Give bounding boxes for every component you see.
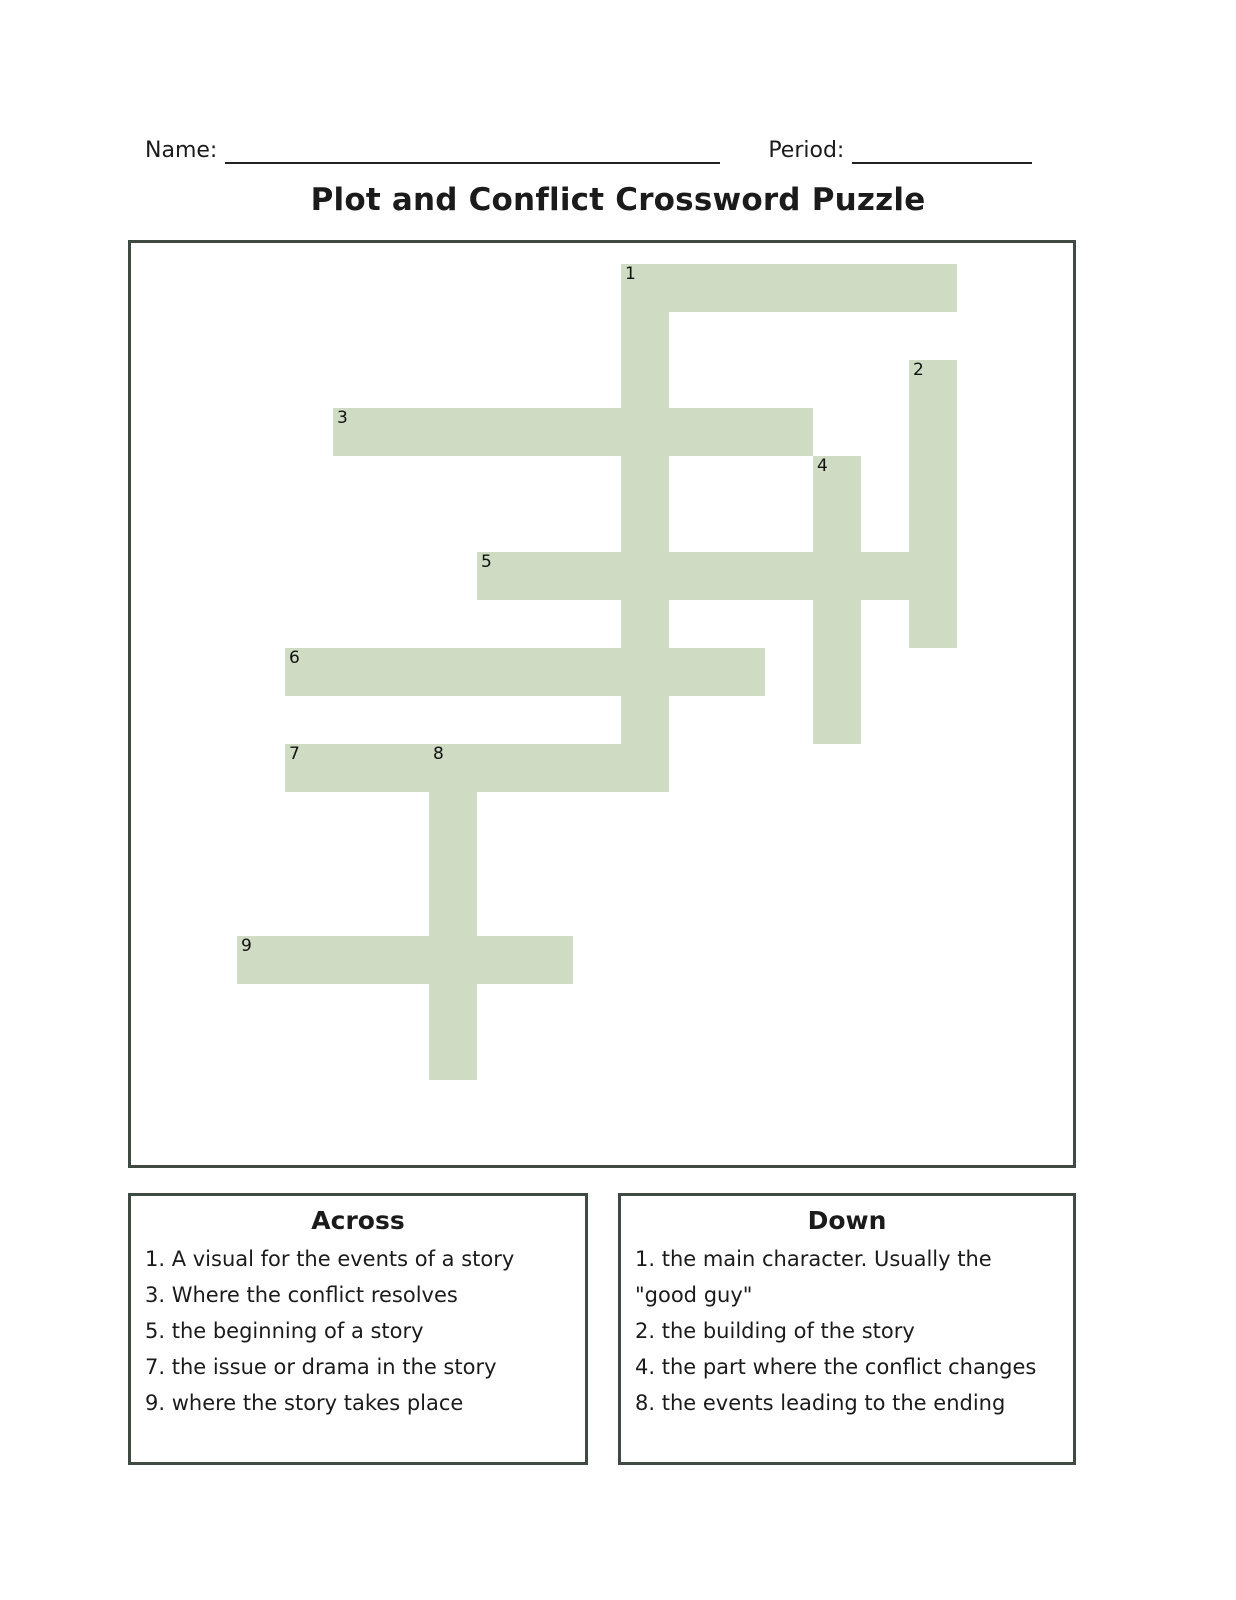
crossword-cell[interactable] [813, 552, 861, 600]
crossword-cell[interactable] [525, 648, 573, 696]
crossword-cell[interactable] [381, 936, 429, 984]
crossword-cell[interactable] [765, 552, 813, 600]
crossword-cell[interactable] [813, 264, 861, 312]
crossword-cell[interactable] [573, 744, 621, 792]
down-clues-title: Down [807, 1206, 887, 1235]
crossword-cell[interactable] [381, 744, 429, 792]
crossword-cell[interactable] [477, 552, 525, 600]
crossword-cell[interactable] [669, 408, 717, 456]
crossword-cell[interactable] [429, 936, 477, 984]
crossword-cell[interactable] [717, 648, 765, 696]
cell-number: 3 [337, 408, 348, 428]
crossword-cell[interactable] [909, 264, 957, 312]
crossword-cell[interactable] [813, 648, 861, 696]
across-clues-box [128, 1193, 588, 1465]
crossword-cell[interactable] [333, 648, 381, 696]
cell-number: 1 [625, 264, 636, 284]
crossword-cell[interactable] [429, 744, 477, 792]
crossword-cell[interactable] [813, 504, 861, 552]
student-info-row [145, 128, 1075, 164]
period-input-blank[interactable] [852, 138, 1032, 164]
crossword-cell[interactable] [381, 408, 429, 456]
name-input-blank[interactable] [225, 138, 720, 164]
cell-number: 6 [289, 648, 300, 668]
crossword-cell[interactable] [909, 408, 957, 456]
crossword-cell[interactable] [429, 984, 477, 1032]
crossword-cell[interactable] [429, 1032, 477, 1080]
across-clue-item: 9. where the story takes place [145, 1391, 464, 1415]
crossword-cells-container [131, 243, 1073, 1165]
crossword-cell[interactable] [621, 744, 669, 792]
cell-number: 2 [913, 360, 924, 380]
crossword-cell[interactable] [909, 504, 957, 552]
crossword-cell[interactable] [429, 840, 477, 888]
crossword-cell[interactable] [477, 744, 525, 792]
crossword-cell[interactable] [573, 408, 621, 456]
crossword-cell[interactable] [621, 312, 669, 360]
crossword-cell[interactable] [621, 696, 669, 744]
crossword-cell[interactable] [813, 696, 861, 744]
cell-number: 9 [241, 936, 252, 956]
cell-number: 8 [433, 744, 444, 764]
crossword-cell[interactable] [285, 648, 333, 696]
crossword-cell[interactable] [669, 552, 717, 600]
crossword-cell[interactable] [813, 456, 861, 504]
crossword-cell[interactable] [285, 936, 333, 984]
crossword-cell[interactable] [717, 552, 765, 600]
crossword-cell[interactable] [621, 552, 669, 600]
crossword-cell[interactable] [333, 936, 381, 984]
name-label: Name: [145, 138, 218, 163]
crossword-cell[interactable] [765, 264, 813, 312]
crossword-cell[interactable] [429, 408, 477, 456]
across-clue-item: 7. the issue or drama in the story [145, 1355, 497, 1379]
crossword-cell[interactable] [333, 408, 381, 456]
crossword-cell[interactable] [525, 552, 573, 600]
crossword-grid[interactable] [128, 240, 1076, 1168]
down-clue-item: 4. the part where the conflict changes [635, 1355, 1037, 1379]
crossword-cell[interactable] [813, 600, 861, 648]
crossword-cell[interactable] [573, 648, 621, 696]
page-title: Plot and Conflict Crossword Puzzle [310, 182, 926, 218]
cell-number: 5 [481, 552, 492, 572]
crossword-cell[interactable] [909, 360, 957, 408]
down-clues-list [635, 1241, 1059, 1421]
across-clues-list [145, 1241, 571, 1421]
cell-number: 7 [289, 744, 300, 764]
across-clue-item: 3. Where the conflict resolves [145, 1283, 458, 1307]
crossword-cell[interactable] [525, 936, 573, 984]
crossword-cell[interactable] [669, 264, 717, 312]
crossword-cell[interactable] [429, 888, 477, 936]
crossword-cell[interactable] [333, 744, 381, 792]
crossword-cell[interactable] [429, 648, 477, 696]
crossword-cell[interactable] [621, 504, 669, 552]
across-clue-item: 5. the beginning of a story [145, 1319, 424, 1343]
cell-number: 4 [817, 456, 828, 476]
crossword-cell[interactable] [717, 264, 765, 312]
down-clue-item: 1. the main character. Usually the "good guy" [635, 1247, 992, 1307]
down-clue-item: 8. the events leading to the ending [635, 1391, 1006, 1415]
crossword-cell[interactable] [909, 456, 957, 504]
crossword-cell[interactable] [909, 600, 957, 648]
down-clues-box [618, 1193, 1076, 1465]
crossword-cell[interactable] [909, 552, 957, 600]
crossword-cell[interactable] [861, 264, 909, 312]
crossword-cell[interactable] [717, 408, 765, 456]
crossword-cell[interactable] [237, 936, 285, 984]
crossword-cell[interactable] [621, 264, 669, 312]
crossword-cell[interactable] [621, 360, 669, 408]
crossword-cell[interactable] [621, 408, 669, 456]
crossword-cell[interactable] [573, 552, 621, 600]
crossword-cell[interactable] [285, 744, 333, 792]
crossword-cell[interactable] [621, 648, 669, 696]
period-label: Period: [768, 138, 845, 163]
crossword-cell[interactable] [525, 408, 573, 456]
crossword-cell[interactable] [765, 408, 813, 456]
crossword-cell[interactable] [429, 792, 477, 840]
crossword-cell[interactable] [477, 408, 525, 456]
down-clue-item: 2. the building of the story [635, 1319, 915, 1343]
crossword-cell[interactable] [477, 936, 525, 984]
crossword-cell[interactable] [669, 648, 717, 696]
crossword-cell[interactable] [381, 648, 429, 696]
crossword-cell[interactable] [477, 648, 525, 696]
crossword-cell[interactable] [621, 456, 669, 504]
crossword-cell[interactable] [861, 552, 909, 600]
crossword-cell[interactable] [621, 600, 669, 648]
crossword-cell[interactable] [525, 744, 573, 792]
across-clues-title: Across [311, 1206, 405, 1235]
across-clue-item: 1. A visual for the events of a story [145, 1247, 515, 1271]
